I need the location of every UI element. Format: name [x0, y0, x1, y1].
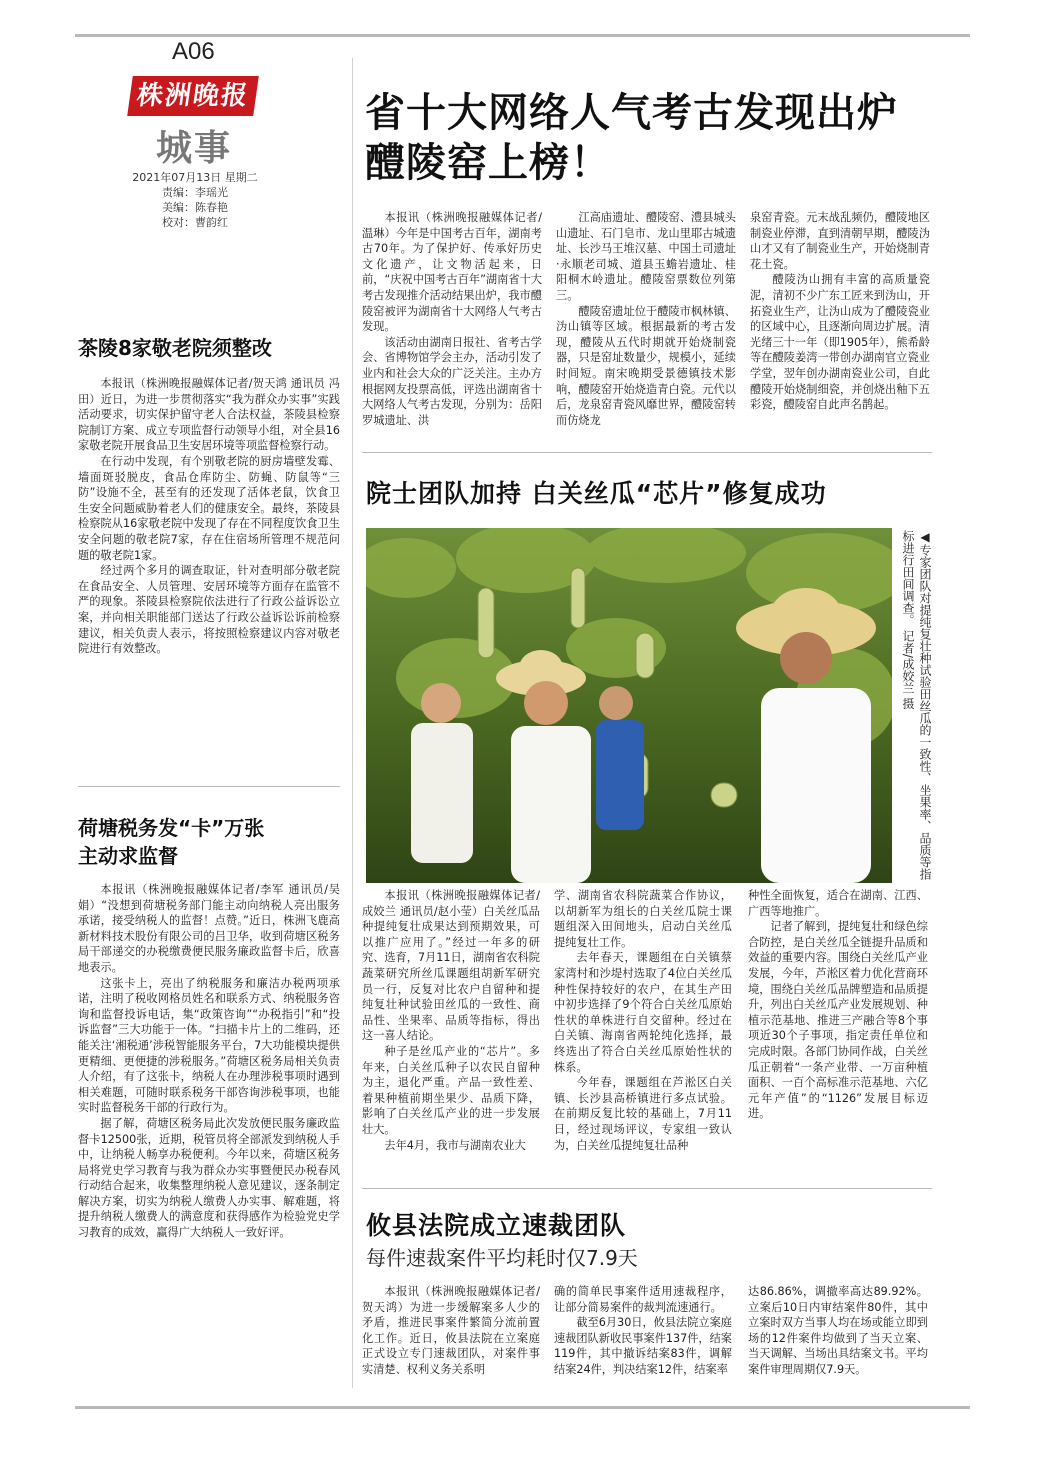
court-article-col3 [748, 1284, 928, 1388]
loofah-article-col1 [362, 888, 540, 1170]
section-name: 城事 [156, 127, 233, 169]
loofah-article-col3 [748, 888, 928, 1170]
paragraph: 本报讯（株洲晚报融媒体记者/贺天鸿）为进一步缓解案多人少的矛盾，推进民事案件繁简分流前置化工作。近日，攸县法院在立案庭正式设立专门速裁团队，对案件事实清楚、权利义务关系明 [362, 1285, 540, 1376]
paragraph: 据了解，荷塘区税务局此次发放便民服务廉政监督卡12500张，近期，税管员将全部派发到纳税人手中，让纳税人畅享办税便利。今年以来，荷塘区税务局将党史学习教育与我为群众办实事暨便民办税春风行动结合起来，收集整理纳税人意见建议，逐条制定解决方案，切实为纳税人缴费人办实事、解难题，将提升纳税人缴费人的满意度和获得感作为检验党史学习教育的成效，赢得广大纳税人一致好评。 [78, 1116, 340, 1240]
divider [362, 452, 932, 453]
paragraph: 该活动由湖南日报社、省考古学会、省博物馆学会主办，活动引发了业内和社会大众的广泛关注。主办方根据网友投票高低，评选出湖南省十大网络人气考古发现，分别为：岳阳罗城遗址、洪 [362, 335, 542, 427]
paragraph: 这张卡上，亮出了纳税服务和廉洁办税两项承诺，注明了税收网格员姓名和联系方式、纳税服务咨询和监督投诉电话，集“政策咨询”“办税指引”和“投诉监督”三大功能于一体。“扫描卡片上的二维码，还能关注‘湘税通’涉税智能服务平台，7大功能模块提供更精细、更便捷的涉税服务。”荷塘区税务局相关负责人介绍，有了这张卡，纳税人在办理涉税事项时遇到相关难题，可随时联系税务干部咨询涉税事项，也能实时监督税务干部的行政行为。 [78, 976, 340, 1115]
column-divider [352, 58, 353, 1388]
side-article-1-title: 茶陵8家敬老院须整改 [78, 336, 272, 360]
editor-line: 责编：李瑶光 [162, 186, 228, 199]
paragraph: 泉窑青瓷。元末战乱频仍，醴陵地区制瓷业停滞，直到清朝早期，醴陵沩山才又有了制瓷业生产，开始烧制青花土瓷。 [750, 211, 930, 271]
divider [78, 786, 340, 787]
paragraph: 学、湖南省农科院蔬菜合作协议，以胡新军为组长的白关丝瓜院士课题组深入田间地头，启动白关丝瓜提纯复壮工作。 [554, 889, 732, 949]
loofah-article-title: 院士团队加持 白关丝瓜“芯片”修复成功 [366, 479, 827, 508]
paragraph: 本报讯（株洲晚报融媒体记者/成姣兰 通讯员/赵小莹）白关丝瓜品种提纯复壮成果达到预期效果，可以推广应用了。”经过一年多的研究、选育，7月11日，湖南省农科院蔬菜研究所丝瓜课题组胡新军研究员一行，反复对比农户自留种和提纯复壮种试验田丝瓜的一致性、商品性、坐果率、品质等指标，得出这一喜人结论。 [362, 889, 540, 1043]
date-line: 2021年07月13日 星期二 [132, 171, 258, 184]
court-article-col1 [362, 1284, 540, 1388]
paragraph: 在行动中发现，有个别敬老院的厨房墙壁发霉、墙面斑驳脱皮，食品仓库防尘、防蝇、防鼠等“三防”设施不全，甚至有的还发现了活体老鼠，饮食卫生安全问题威胁着老人们的健康安全。最终，茶陵县检察院从16家敬老院中发现了存在不同程度饮食卫生安全问题的敬老院7家，存在住宿场所管理不规范问题的敬老院1家。 [78, 454, 340, 562]
paragraph: 醴陵窑遗址位于醴陵市枫林镇、沩山镇等区域。根据最新的考古发现，醴陵从五代时期就开始烧制瓷器，只是窑址数量少，规模小，延续时间短。南宋晚期受景德镇技术影响，醴陵窑开始烧造青白瓷。元代以后，龙泉窑青瓷风靡世界，醴陵窑转而仿烧龙 [556, 304, 736, 427]
paragraph: 本报讯（株洲晚报融媒体记者/温琳）今年是中国考古百年，湖南考古70年。为了保护好、传承好历史文化遗产，让文物活起来，日前，“庆祝中国考古百年”湖南省十大考古发现推介活动结果出炉，我市醴陵窑被评为湖南省十大网络人气考古发现。 [362, 211, 542, 334]
page-number: A06 [172, 38, 215, 65]
main-article-col2 [556, 210, 736, 440]
paragraph: 本报讯（株洲晚报融媒体记者/李军 通讯员/吴娟）“没想到荷塘税务部门能主动向纳税人亮出服务承诺，接受纳税人的监督！点赞。”近日，株洲飞鹿高新材料技术股份有限公司的吕卫华，收到荷塘区税务局干部递交的办税缴费便民服务廉政监督卡后，欣喜地表示。 [78, 883, 340, 974]
main-headline-line1: 省十大网络人气考古发现出炉 [365, 90, 898, 136]
masthead-meta [132, 170, 265, 230]
main-headline-line2: 醴陵窑上榜！ [365, 140, 611, 186]
paragraph: 确的简单民事案件适用速裁程序，让部分简易案件的裁判流速通行。 [554, 1285, 732, 1314]
art-editor-line: 美编：陈春艳 [162, 201, 228, 214]
paragraph: 醴陵沩山拥有丰富的高质量瓷泥，清初不少广东工匠来到沩山，开拓瓷业生产，让沩山成为了醴陵瓷业的区域中心，且逐渐向周边扩展。清光绪三十一年（即1905年），熊希龄等在醴陵姜湾一带创办湖南官立瓷业学堂，翌年创办湖南瓷业公司，自此醴陵开始烧制细瓷，并创烧出釉下五彩瓷，醴陵窑自此声名鹊起。 [750, 273, 930, 412]
paragraph: 达86.86%，调撤率高达89.92%。立案后10日内审结案件80件，其中立案时双方当事人均在场或能立即到场的12件案件均做到了当天立案、当天调解、当场出具结案文书。平均案件审理周期仅7.9天。 [748, 1285, 928, 1376]
top-rule [75, 34, 970, 37]
paragraph: 截至6月30日，攸县法院立案庭速裁团队新收民事案件137件，结案119件，其中撤诉结案83件，调解结案24件，判决结案12件，结案率 [554, 1316, 732, 1376]
paragraph: 种性全面恢复，适合在湖南、江西、广西等地推广。 [748, 889, 928, 918]
paragraph: 江高庙遗址、醴陵窑、澧县城头山遗址、石门皂市、龙山里耶古城遗址、长沙马王堆汉墓、中国土司遗址·永顺老司城、道县玉蟾岩遗址、桂阳桐木岭遗址。醴陵窑票数位列第三。 [556, 211, 736, 302]
side-article-1-body [78, 376, 340, 766]
paragraph: 去年春天，课题组在白关镇蔡家湾村和沙堤村选取了4位白关丝瓜种性保持较好的农户，在其生产田中初步选择了9个符合白关丝瓜原始性状的单株进行自交留种。经过在白关镇、海南省两轮纯化选择，最终选出了符合白关丝瓜原始性状的株系。 [554, 951, 732, 1074]
news-photo [366, 528, 892, 883]
proofreader-line: 校对：曹韵红 [162, 216, 228, 229]
court-article-title: 攸县法院成立速裁团队 [366, 1211, 627, 1240]
main-article-col1 [362, 210, 542, 440]
main-article-col3 [750, 210, 930, 440]
paragraph: 去年4月，我市与湖南农业大 [384, 1138, 526, 1152]
divider [362, 1188, 932, 1189]
paragraph: 种子是丝瓜产业的“芯片”。多年来，白关丝瓜种子以农民自留种为主，退化严重。产品一致性差、着果种植前期坐果少、品质下降，影响了白关丝瓜产业的进一步发展壮大。 [362, 1044, 540, 1136]
newspaper-logo: 株洲晚报 [127, 76, 259, 116]
court-article-subtitle: 每件速裁案件平均耗时仅7.9天 [366, 1246, 638, 1270]
side-article-2-title-line1: 荷塘税务发“卡”万张 [78, 816, 265, 840]
paragraph: 记者了解到，提纯复壮和绿色综合防控，是白关丝瓜全链提升品质和效益的重要内容。围绕白关丝瓜产业发展，今年，芦淞区着力优化营商环境，围绕白关丝瓜品牌塑造和品质提升，列出白关丝瓜产业发展规划、种植示范基地、推进三产融合等8个事项近30个子事项，指定责任单位和完成时限。各部门协同作战，白关丝瓜正朝着“一条产业带、一万亩种植面积、一百个高标准示范基地、六亿元年产值”的“1126”发展目标迈进。 [748, 920, 928, 1121]
main-headline [365, 88, 945, 188]
paragraph: 今年春，课题组在芦淞区白关镇、长沙县高桥镇进行多点试验。在前期反复比较的基础上，7月11日，经过现场评议，专家组一致认为，白关丝瓜提纯复壮品种 [554, 1076, 732, 1152]
side-article-2-title-line2: 主动求监督 [78, 844, 178, 868]
side-article-2-body [78, 882, 340, 1387]
paragraph: 经过两个多月的调查取证，针对查明部分敬老院在食品安全、人员管理、安居环境等方面存在监管不严的现象。茶陵县检察院依法进行了行政公益诉讼立案，并向相关职能部门送达了行政公益诉讼诉前检察建议，相关负责人表示，将按照检察建议内容对敬老院进行有效整改。 [78, 564, 340, 656]
photo-caption: ◀专家团队对提纯复壮种试验田丝瓜的一致性、坐果率、品质等指标进行田间调查。 记者/成姣兰 摄 [901, 530, 932, 880]
bottom-rule [75, 1406, 970, 1409]
paragraph: 本报讯（株洲晚报融媒体记者/贺天鸿 通讯员 冯田）近日，为进一步贯彻落实“我为群众办实事”实践活动要求，切实保护留守老人合法权益，茶陵县检察院制订方案、成立专项监督行动领导小组，对全县16家敬老院开展食品卫生安居环境等项监督检察行动。 [78, 377, 340, 453]
court-article-col2 [554, 1284, 732, 1388]
photo-illustration [366, 528, 892, 883]
side-article-2-title [78, 814, 264, 870]
loofah-article-col2 [554, 888, 732, 1170]
